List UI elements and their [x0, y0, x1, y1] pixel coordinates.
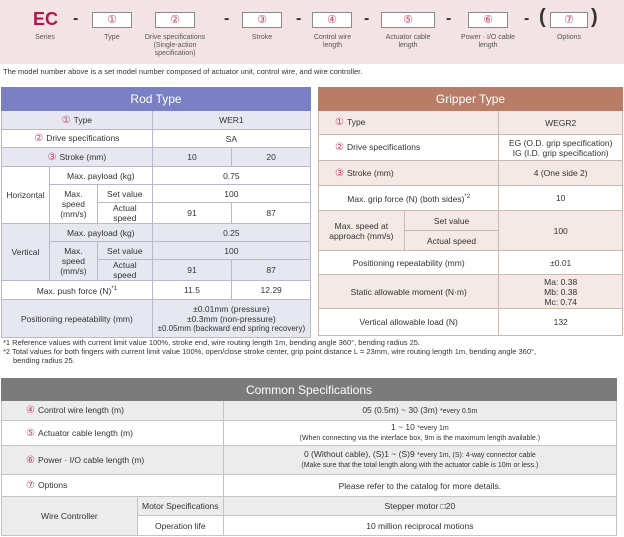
control-wire-value: 05 (0.5m) ~ 30 (3m) *every 0.5m — [223, 401, 616, 421]
motor-value: Stepper motor □20 — [223, 497, 616, 516]
rod-drive-value: SA — [152, 130, 310, 148]
power-io-label: ⑥ Power · I/O cable length (m) — [2, 446, 224, 475]
field-options-box: ⑦ — [550, 12, 588, 28]
field-drive-box: ② — [155, 12, 195, 28]
circled-4-icon: ④ — [26, 405, 35, 416]
footnote-1: *1 Reference values with current limit value 100%, stroke end, wire routing length 1m, bending angle 360°, bending radius 25. — [3, 338, 420, 347]
control-wire-label: ④ Control wire length (m) — [2, 401, 224, 421]
v-actual-label: Actual speed — [97, 260, 152, 281]
grip-force-label: Max. grip force (N) (both sides)$^{*2}$ — [319, 186, 499, 211]
grip-force-value: 10 — [499, 186, 623, 211]
grip-drive-value: EG (O.D. grip specification) IG (I.D. grip specification) — [499, 135, 623, 161]
rod-repeat-value: ±0.01mm (pressure) ±0.3mm (non-pressure) ±0.05mm (backward end spring recovery) — [152, 300, 310, 338]
moment-label: Static allowable moment (N·m) — [319, 275, 499, 309]
actuator-cable-value: 1 ~ 10 *every 1m (When connecting via the interface box, 9m is the maximum length available.) — [223, 421, 616, 446]
grip-stroke-value: 4 (One side 2) — [499, 161, 623, 186]
rod-type-table — [1, 87, 311, 338]
circled-3-icon: ③ — [335, 167, 344, 179]
push-force-label: Max. push force $(N)^{*1}$ — [2, 281, 153, 300]
footnote-2-cont: bending radius 25. — [13, 356, 75, 365]
common-specs-table — [1, 378, 617, 536]
field-stroke-box: ③ — [242, 12, 282, 28]
push-force-10: 11.5 — [152, 281, 232, 300]
options-value: Please refer to the catalog for more details. — [223, 475, 616, 497]
horizontal-label: Horizontal — [2, 167, 50, 224]
options-label: ⑦ Options — [2, 475, 224, 497]
close-paren: ) — [591, 6, 598, 28]
rod-stroke-10: 10 — [152, 148, 232, 167]
life-value: 10 million reciprocal motions — [223, 516, 616, 536]
motor-label: Motor Specifications — [137, 497, 223, 516]
series-label: Series — [35, 34, 55, 41]
field-type-label: Type — [104, 34, 120, 41]
circled-3-icon: ③ — [47, 151, 57, 163]
h-actual-20: 87 — [232, 203, 311, 224]
grip-repeat-value: ±0.01 — [499, 251, 623, 275]
h-actual-10: 91 — [152, 203, 232, 224]
field-drive-label: Drive specifications (Single-action specification) — [144, 34, 206, 57]
rod-stroke-label: ③ Stroke (mm) — [2, 148, 153, 167]
field-actuator-cable-label: Actuator cable length — [385, 34, 431, 49]
dash: - — [296, 10, 302, 27]
wire-controller-label: Wire Controller — [2, 497, 138, 536]
series-code: EC — [33, 9, 59, 29]
dash: - — [524, 10, 530, 27]
dash: - — [224, 10, 230, 27]
grip-repeat-label: Positioning repeatability (mm) — [319, 251, 499, 275]
vload-value: 132 — [499, 309, 623, 336]
rod-table-title: Rod Type — [2, 88, 311, 111]
footnotes — [3, 338, 536, 365]
grip-speed-label: Max. speed at approach (mm/s) — [319, 211, 405, 251]
rod-type-label: ① Type — [2, 111, 153, 130]
circled-2-icon: ② — [335, 142, 344, 153]
field-actuator-cable-box: ⑤ — [381, 12, 435, 28]
grip-stroke-label: ③ Stroke (mm) — [319, 161, 499, 186]
v-set-label: Set value — [97, 242, 152, 260]
moment-value: Ma: 0.38 Mb: 0.38 Mc: 0.74 — [499, 275, 623, 309]
circled-7-icon: ⑦ — [26, 480, 35, 491]
model-note: The model number above is a set model number composed of actuator unit, control wire, and wire controller. — [3, 67, 363, 76]
h-set-label: Set value — [97, 185, 152, 203]
h-actual-label: Actual speed — [97, 203, 152, 224]
h-set-value: 100 — [152, 185, 310, 203]
field-options-label: Options — [556, 34, 582, 41]
grip-type-label: ① Type — [319, 111, 499, 135]
rod-drive-label: ② Drive specifications — [2, 130, 153, 148]
v-actual-20: 87 — [232, 260, 311, 281]
dash: - — [364, 10, 370, 27]
open-paren: ( — [539, 6, 546, 28]
field-control-wire-label: Control wire length — [313, 34, 352, 49]
grip-type-value: WEGR2 — [499, 111, 623, 135]
circled-1-icon: ① — [61, 114, 71, 126]
life-label: Operation life — [137, 516, 223, 536]
rod-stroke-20: 20 — [232, 148, 311, 167]
common-table-title: Common Specifications — [2, 379, 617, 401]
circled-5-icon: ⑤ — [26, 427, 35, 439]
actuator-cable-label: ⑤ Actuator cable length (m) — [2, 421, 224, 446]
circled-1-icon: ① — [335, 117, 344, 128]
field-power-io-box: ⑥ — [468, 12, 508, 28]
field-control-wire-box: ④ — [312, 12, 352, 28]
rod-repeat-label: Positioning repeatability (mm) — [2, 300, 153, 338]
power-io-value: 0 (Without cable), (S)1 ~ (S)9 *every 1m, (S): 4-way connector cable (Make sure that the total length along with the actuator cable is 10m or less.) — [223, 446, 616, 475]
field-stroke-label: Stroke — [251, 34, 273, 41]
push-force-20: 12.29 — [232, 281, 311, 300]
v-speed-label: Max. speed (mm/s) — [49, 242, 97, 281]
gripper-type-table — [318, 87, 623, 336]
dash: - — [446, 10, 452, 27]
vload-label: Vertical allowable load (N) — [319, 309, 499, 336]
grip-actual-label: Actual speed — [404, 231, 499, 251]
field-type-box: ① — [92, 12, 132, 28]
model-number-bar — [0, 0, 624, 64]
grip-table-title: Gripper Type — [319, 88, 623, 111]
h-speed-label: Max. speed (mm/s) — [49, 185, 97, 224]
circled-6-icon: ⑥ — [26, 454, 35, 466]
v-payload-value: 0.25 — [152, 224, 310, 242]
rod-type-value: WER1 — [152, 111, 310, 130]
h-payload-label: Max. payload (kg) — [49, 167, 152, 185]
field-power-io-label: Power · I/O cable length — [460, 34, 516, 49]
footnote-2: *2 Total values for both fingers with current limit value 100%, open/close stroke center, grip point distance L = 23mm, wire routing length 1m, bending angle 360°, — [3, 347, 537, 356]
vertical-label: Vertical — [2, 224, 50, 281]
v-actual-10: 91 — [152, 260, 232, 281]
grip-drive-label: ② Drive specifications — [319, 135, 499, 161]
v-set-value: 100 — [152, 242, 310, 260]
grip-speed-value: 100 — [499, 211, 623, 251]
h-payload-value: 0.75 — [152, 167, 310, 185]
v-payload-label: Max. payload (kg) — [49, 224, 152, 242]
grip-set-label: Set value — [404, 211, 499, 231]
circled-2-icon: ② — [34, 133, 44, 144]
dash: - — [73, 10, 79, 27]
